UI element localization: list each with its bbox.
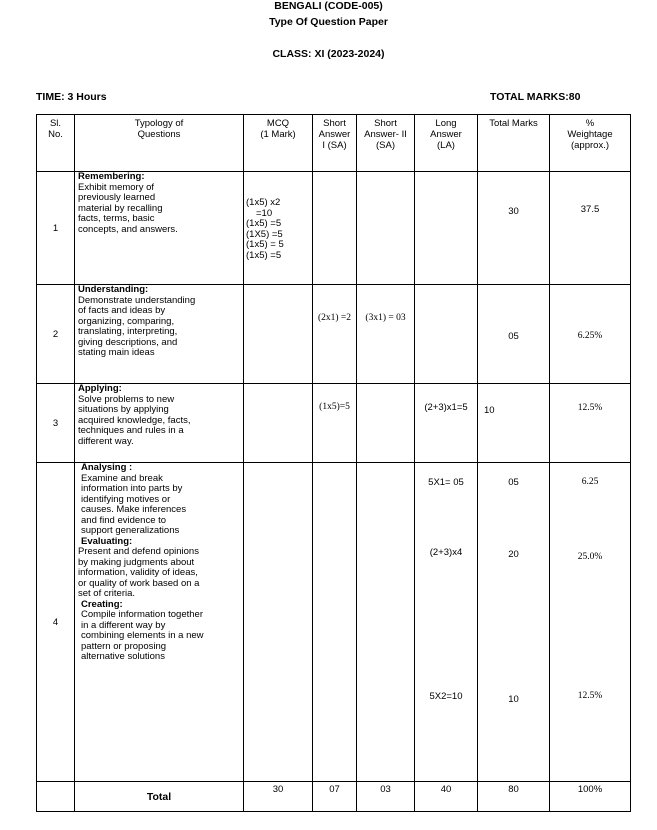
- weight-analysing: 6.25: [581, 477, 599, 487]
- row-typology: Applying: Solve problems to new situations by applying acquired knowledge, facts, techniques and rules in a different way.: [75, 384, 244, 463]
- total-evaluating: 20: [508, 549, 519, 560]
- row-total: [478, 463, 550, 782]
- totals-sa1: 07: [313, 782, 357, 812]
- row-mcq: [244, 463, 313, 782]
- row-weight: 37.5: [550, 172, 631, 285]
- row-sl: 4: [37, 463, 75, 782]
- typology-title: Understanding:: [78, 284, 149, 295]
- exam-time: TIME: 3 Hours: [36, 91, 107, 103]
- row-total: 10: [478, 384, 550, 463]
- table-totals-row: [37, 782, 631, 812]
- row-sa2: [357, 463, 415, 782]
- exam-total-marks: TOTAL MARKS:80: [490, 91, 581, 103]
- mcq-line: =10: [256, 207, 273, 219]
- row-sl: 1: [37, 172, 75, 285]
- row-sa2: [357, 384, 415, 463]
- row-mcq: [244, 384, 313, 463]
- typology-title: Analysing :: [81, 462, 133, 473]
- col-header-typology: Typology of Questions: [75, 115, 244, 172]
- subject-title: BENGALI (CODE-005): [274, 0, 383, 12]
- row-sl: 3: [37, 384, 75, 463]
- totals-mcq: 30: [244, 782, 313, 812]
- typology-title: Applying:: [78, 383, 122, 394]
- row-typology: Remembering: Exhibit memory of previously learned material by recalling facts, terms, basic concepts, and answers.: [75, 172, 244, 285]
- row-typology: Understanding: Demonstrate understanding of facts and ideas by organizing, comparing, translating, interpreting, giving descriptions, and stating main ideas: [75, 285, 244, 384]
- table-row-applying: [37, 384, 631, 463]
- mcq-line: (1x5) =5: [246, 249, 282, 261]
- mcq-line: (1x5) = 5: [246, 239, 284, 250]
- total-analysing: 05: [508, 477, 519, 488]
- table-header-row: [37, 115, 631, 172]
- totals-la: 40: [415, 782, 478, 812]
- weight-creating: 12.5%: [577, 691, 603, 701]
- weight-evaluating: 25.0%: [577, 552, 603, 562]
- row-weight: 12.5%: [550, 384, 631, 463]
- la-evaluating: (2+3)x4: [429, 547, 463, 558]
- totals-total: 80: [478, 782, 550, 812]
- col-header-short-answer-2: Short Answer- II (SA): [357, 115, 415, 172]
- table-row-analysing-evaluating-creating: [37, 463, 631, 782]
- row-mcq: [244, 285, 313, 384]
- row-sa1: (2x1) =2: [313, 285, 357, 384]
- typology-title: Evaluating:: [81, 535, 133, 547]
- table-row-understanding: [37, 285, 631, 384]
- paper-type-title: Type Of Question Paper: [269, 16, 388, 28]
- la-creating: 5X2=10: [429, 691, 463, 702]
- row-sa2: [357, 172, 415, 285]
- col-header-long-answer: Long Answer (LA): [415, 115, 478, 172]
- row-sa1: (1x5)=5: [313, 384, 357, 463]
- mcq-line: (1X5) =5: [246, 228, 283, 240]
- mcq-line: (1x5) =5: [246, 218, 282, 229]
- row-la: (2+3)x1=5: [415, 384, 478, 463]
- totals-sa2: 03: [357, 782, 415, 812]
- row-la: [415, 463, 478, 782]
- typology-title: Creating:: [81, 598, 123, 610]
- row-la: [415, 285, 478, 384]
- col-header-sl: Sl. No.: [37, 115, 75, 172]
- row-sa2: (3x1) = 03: [357, 285, 415, 384]
- mcq-line: (1x5) x2: [246, 197, 281, 208]
- class-title: CLASS: XI (2023-2024): [272, 48, 385, 60]
- col-header-mcq: MCQ (1 Mark): [244, 115, 313, 172]
- row-sa1: [313, 463, 357, 782]
- totals-weight: 100%: [550, 782, 631, 812]
- la-analysing: 5X1= 05: [428, 477, 464, 488]
- question-typology-table: [36, 114, 631, 812]
- row-typology: Analysing : Examine and break information into parts by identifying motives or causes. Make inferences and find evidence to support generalizations Evaluating: Present and defend opinions by making judgments about information, validity of ideas, or quality of work based on a set of criteria. Creating: Compile information together in a different way by combining elements in a new pattern or proposing alternative solutions: [75, 463, 244, 782]
- typology-title: Remembering:: [78, 171, 145, 182]
- row-mcq: [244, 172, 313, 285]
- row-total: 05: [478, 285, 550, 384]
- row-sa1: [313, 172, 357, 285]
- totals-label: Total: [75, 782, 244, 812]
- row-sl: 2: [37, 285, 75, 384]
- total-creating: 10: [508, 694, 519, 705]
- col-header-total-marks: Total Marks: [478, 115, 550, 172]
- table-row-remembering: [37, 172, 631, 285]
- totals-sl: [37, 782, 75, 812]
- row-weight: [550, 463, 631, 782]
- row-la: [415, 172, 478, 285]
- row-total: 30: [478, 172, 550, 285]
- row-weight: 6.25%: [550, 285, 631, 384]
- col-header-weightage: % Weightage (approx.): [550, 115, 631, 172]
- col-header-short-answer-1: Short Answer I (SA): [313, 115, 357, 172]
